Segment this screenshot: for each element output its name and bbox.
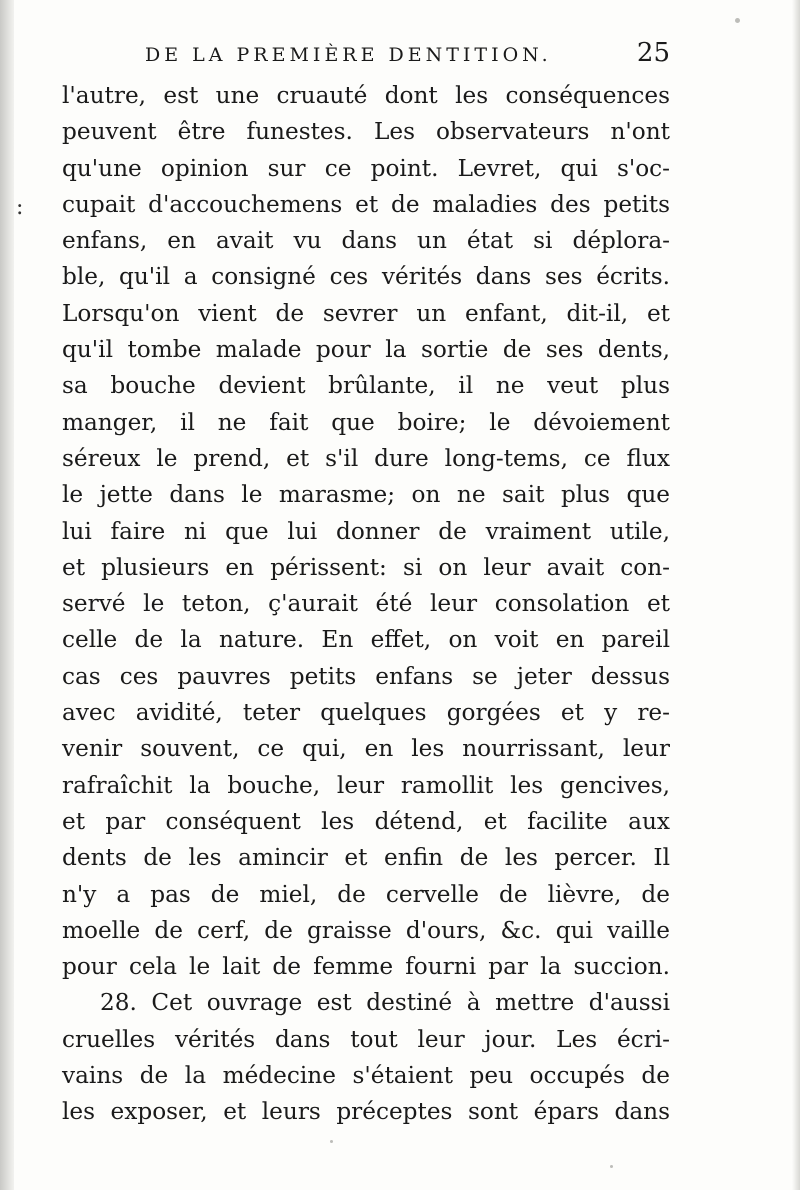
page-gutter-shadow <box>0 0 14 1190</box>
text-line: peuvent être funestes. Les observateurs n'ont <box>62 118 670 146</box>
body-text <box>62 78 670 1131</box>
paper-speck <box>735 18 740 23</box>
text-line: les exposer, et leurs préceptes sont épars dans <box>62 1098 670 1126</box>
text-line: dents de les amincir et enfin de les percer. Il <box>62 844 670 872</box>
page-edge-shadow <box>792 0 800 1190</box>
text-line: qu'il tombe malade pour la sortie de ses dents, <box>62 336 670 364</box>
text-line: lui faire ni que lui donner de vraiment utile, <box>62 517 670 545</box>
text-line: avec avidité, teter quelques gorgées et y re- <box>62 699 670 727</box>
text-line: qu'une opinion sur ce point. Levret, qui s'oc- <box>62 154 670 182</box>
running-head: DE LA PREMIÈRE DENTITION. <box>145 44 552 66</box>
margin-mark: : <box>16 195 24 220</box>
text-line: cupait d'accouchemens et de maladies des petits <box>62 190 670 218</box>
text-line: manger, il ne fait que boire; le dévoiement <box>62 408 670 436</box>
text-line: cas ces pauvres petits enfans se jeter dessus <box>62 662 670 690</box>
page-number: 25 <box>636 38 670 68</box>
text-line: enfans, en avait vu dans un état si déplora- <box>62 227 670 255</box>
text-line: l'autre, est une cruauté dont les conséquences <box>62 82 670 109</box>
page-header <box>145 38 670 78</box>
text-line: cruelles vérités dans tout leur jour. Les écri- <box>62 1025 670 1053</box>
text-line: n'y a pas de miel, de cervelle de lièvre, de <box>62 880 670 908</box>
text-line: celle de la nature. En effet, on voit en pareil <box>62 626 670 654</box>
paper-speck <box>610 1165 613 1168</box>
text-line: vains de la médecine s'étaient peu occupés de <box>62 1062 670 1090</box>
text-line: Lorsqu'on vient de sevrer un enfant, dit-il, et <box>62 299 670 327</box>
text-line: ble, qu'il a consigné ces vérités dans ses écrits. <box>62 263 670 291</box>
text-line: et plusieurs en périssent: si on leur avait con- <box>62 553 670 581</box>
text-line: séreux le prend, et s'il dure long-tems, ce flux <box>62 444 670 472</box>
text-line: et par conséquent les détend, et facilite aux <box>62 807 670 835</box>
paragraph-start-line: 28. Cet ouvrage est destiné à mettre d'aussi <box>100 989 670 1017</box>
text-line: rafraîchit la bouche, leur ramollit les gencives, <box>62 771 670 799</box>
text-line: le jette dans le marasme; on ne sait plus que <box>62 481 670 509</box>
text-line: pour cela le lait de femme fourni par la succion. <box>62 953 670 981</box>
text-line: venir souvent, ce qui, en les nourrissant, leur <box>62 735 670 763</box>
paper-speck <box>330 1140 333 1143</box>
text-line: sa bouche devient brûlante, il ne veut plus <box>62 372 670 400</box>
text-line: moelle de cerf, de graisse d'ours, &c. qui vaille <box>62 916 670 944</box>
text-line: servé le teton, ç'aurait été leur consolation et <box>62 590 670 618</box>
